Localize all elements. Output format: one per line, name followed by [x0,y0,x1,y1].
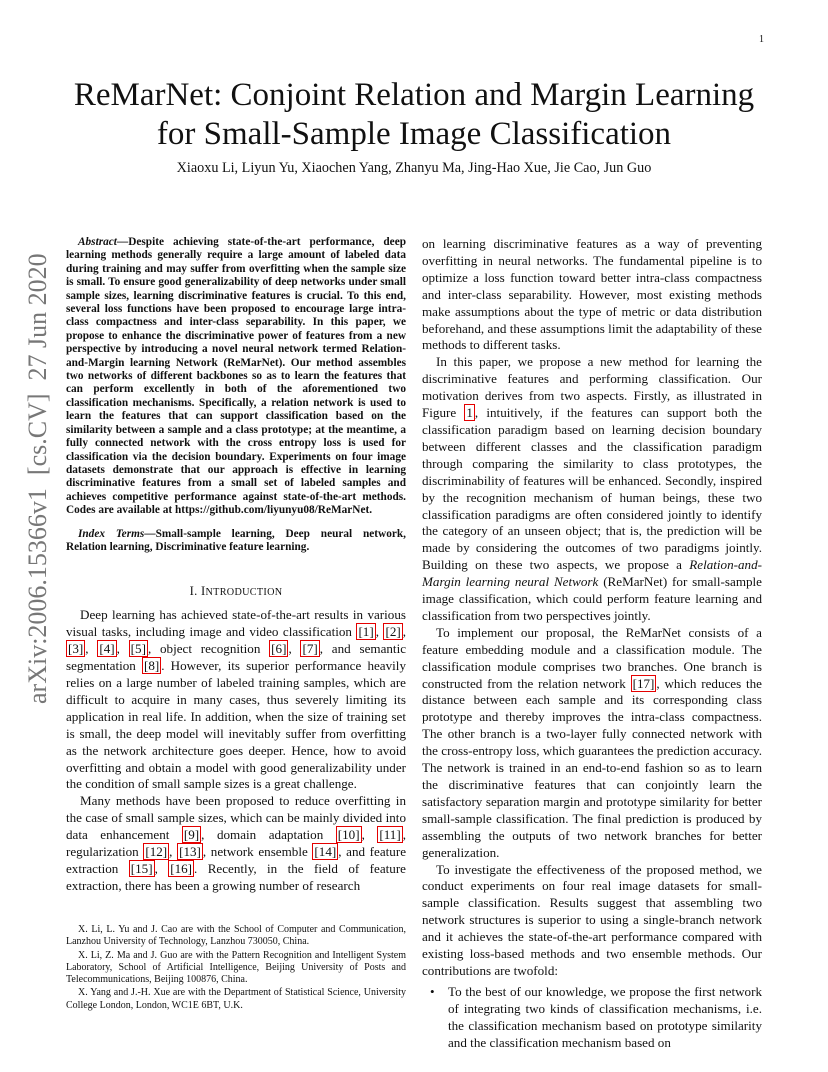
contribution-list-item [422,984,762,1052]
intro-paragraph-2: Many methods have been proposed to reduce overfitting in the case of small sample sizes, which can be mainly divided into data enhancement [9] , domain adaptation [10] , [11] , regularization [12] , [13] , network ensemble [14] , and feature extraction [15] , [16] . Recently, in the field of feature extraction, there has been a growing number of research [66,793,407,893]
citation-link[interactable]: [6] [271,641,287,657]
arxiv-stamp-text: arXiv:2006.15366v1 [cs.CV] 27 Jun 2020 [23,253,52,704]
footnotes [66,924,406,1013]
title-line-1: ReMarNet: Conjoint Relation and Margin Learning [73,77,755,113]
abstract [66,236,406,518]
citation-link[interactable]: [10] [337,827,360,843]
citation-link[interactable]: [11] [379,827,401,843]
right-column [422,236,762,1052]
citation-link[interactable]: [9] [183,827,200,843]
contribution-text: To the best of our knowledge, we propose the first network of integrating two kinds of classification mechanisms, i.e. the classification mechanism based on prototype similarity and the classification mechanism based on [448,983,762,1050]
citation-link[interactable]: [13] [179,844,201,860]
index-terms-text: —Small-sample learning, Deep neural network, Relation learning, Discriminative feature learning. [66,527,406,553]
right-paragraph-2: In this paper, we propose a new method for learning the discriminative features and performing classification. Our motivation derives from two aspects. Firstly, as illustrated in Figure 1 , intuitively, if the features can support both the classification paradigm based on learning decision boundary between different classes and the classification paradigm through comparing the similarity to class prototypes, the discriminability of features will be enhanced. Secondly, inspired by the recognition mechanism of human beings, these two classification paradigms are often considered jointly to identify the category of an unseen object; that is, the prediction will be made by considering the outcomes of two paradigms jointly. Building on these two aspects, we propose a Relation-and-Margin learning neural Network (ReMarNet) for small-sample image classification, which could perform feature learning and classification from two perspectives jointly. [422,354,762,623]
figure-link[interactable]: 1 [466,405,473,421]
citation-link[interactable]: [4] [99,641,115,657]
right-paragraph-4: To investigate the effectiveness of the proposed method, we conduct experiments on four real image datasets for small-sample classification. Results suggest that assembling two network structures is superior to using a single-branch network and it achieves the state-of-the-art performance compared with existing loss-based methods and two ensemble methods. Our contributions are twofold: [422,861,762,978]
citation-link[interactable]: [16] [170,860,193,876]
author-list: Xiaoxu Li, Liyun Yu, Xiaochen Yang, Zhanyu Ma, Jing-Hao Xue, Jie Cao, Jun Guo [176,160,652,176]
citation-link[interactable]: [14] [314,844,337,860]
right-paragraph-3: To implement our proposal, the ReMarNet consists of a feature embedding module and a classification module. The classification module comprises two branches. One branch is constructed from the relation network [17] , which reduces the distance between each sample and its corresponding class prototype and thereby improves the intra-class compactness. The other branch is a two-layer fully connected network with the cross-entropy loss, which guarantees the prediction accuracy. The network is trained in an end-to-end fashion so as to learn the discriminative features that can conjointly learn the satisfactory separation margin and prototype similarity for better small-sample classification. The final prediction is produced by assembling the outputs of two network branches for better generalization. [422,624,762,860]
intro-paragraph-1: Deep learning has achieved state-of-the-art results in various visual tasks, including image and video classification [1] , [2] , [3] , [4] , [5] , object recognition [6] , [7] , and semantic segmentation [8] . However, its superior performance heavily relies on a large number of labeled training samples, which are difficult to acquire in many cases, thus severely limiting its application in real life. In addition, when the size of training set is small, the deep model will inevitably suffer from overfitting as the network architecture goes deeper. Hence, how to avoid overfitting and obtain a model with good generalizability under the condition of small sample sizes is a great challenge. [66,607,407,792]
citation-link[interactable]: [12] [145,844,168,860]
index-terms-label: Index Terms [78,527,145,540]
index-terms [66,528,406,555]
abstract-text: —Despite achieving state-of-the-art performance, deep learning methods generally require a large amount of labeled data during training and may suffer from overfitting when the sample size is small. To ensure good generalizability of deep networks under small sample sizes, learning discriminative features is crucial. To this end, several loss functions have been proposed to encourage large intra-class compactness and inter-class separability. In this paper, we propose to enhance the discriminative power of features from a new perspective by introducing a novel neural network termed Relation-and-Margin learning Network (ReMarNet). Our method assembles two networks of different backbones so as to learn the features that can perform excellently in both of the aforementioned two classification mechanisms. Specifically, a relation network is used to learn the features that can support classification based on the similarity between a sample and a class prototype; at the meantime, a fully connected network with the cross entropy loss is used for classification via the decision boundary. Experiments on four image datasets demonstrate that our approach is effective in learning discriminative features from a small set of labeled samples and achieves competitive performance against state-of-the-art methods. Codes are available at https://github.com/liyunyu08/ReMarNet. [66,236,406,517]
citation-link[interactable]: [1] [358,624,374,640]
citation-link[interactable]: [15] [130,860,153,876]
footnote-affiliation-3: X. Yang and J.-H. Xue are with the Department of Statistical Science, University College London, London, WC1E 6BT, U.K. [66,987,406,1011]
citation-link[interactable]: [7] [302,641,318,657]
page-number: 1 [759,34,764,45]
section-heading-introduction: I. INTRODUCTION [189,584,283,599]
left-column [66,236,406,895]
paper-title [40,76,788,154]
citation-link[interactable]: [2] [385,624,401,640]
footnote-affiliation-2: X. Li, Z. Ma and J. Guo are with the Pattern Recognition and Intelligent System Laboratory, School of Artificial Intelligence, Beijing University of Posts and Telecommunications, Beijing 100876, China. [66,949,406,986]
citation-link[interactable]: [8] [143,658,160,674]
abstract-label: Abstract [78,236,117,248]
right-paragraph-1: on learning discriminative features as a way of preventing overfitting in neural networks. The fundamental pipeline is to optimize a loss function toward better intra-class compactness and inter-class separability. However, most existing methods make assumptions about the type of metric or data distribution beforehand, and these assumptions limit the adaptability of these methods to different tasks. [422,236,762,353]
citation-link[interactable]: [3] [68,641,84,657]
citation-link[interactable]: [5] [130,641,146,657]
citation-link[interactable]: [17] [632,675,655,691]
bullet-icon: • [430,983,435,999]
footnote-affiliation-1: X. Li, L. Yu and J. Cao are with the School of Computer and Communication, Lanzhou University of Technology, Lanzhou 730050, China. [66,924,406,948]
arxiv-stamp [10,253,62,706]
title-line-2: for Small-Sample Image Classification [156,116,672,152]
